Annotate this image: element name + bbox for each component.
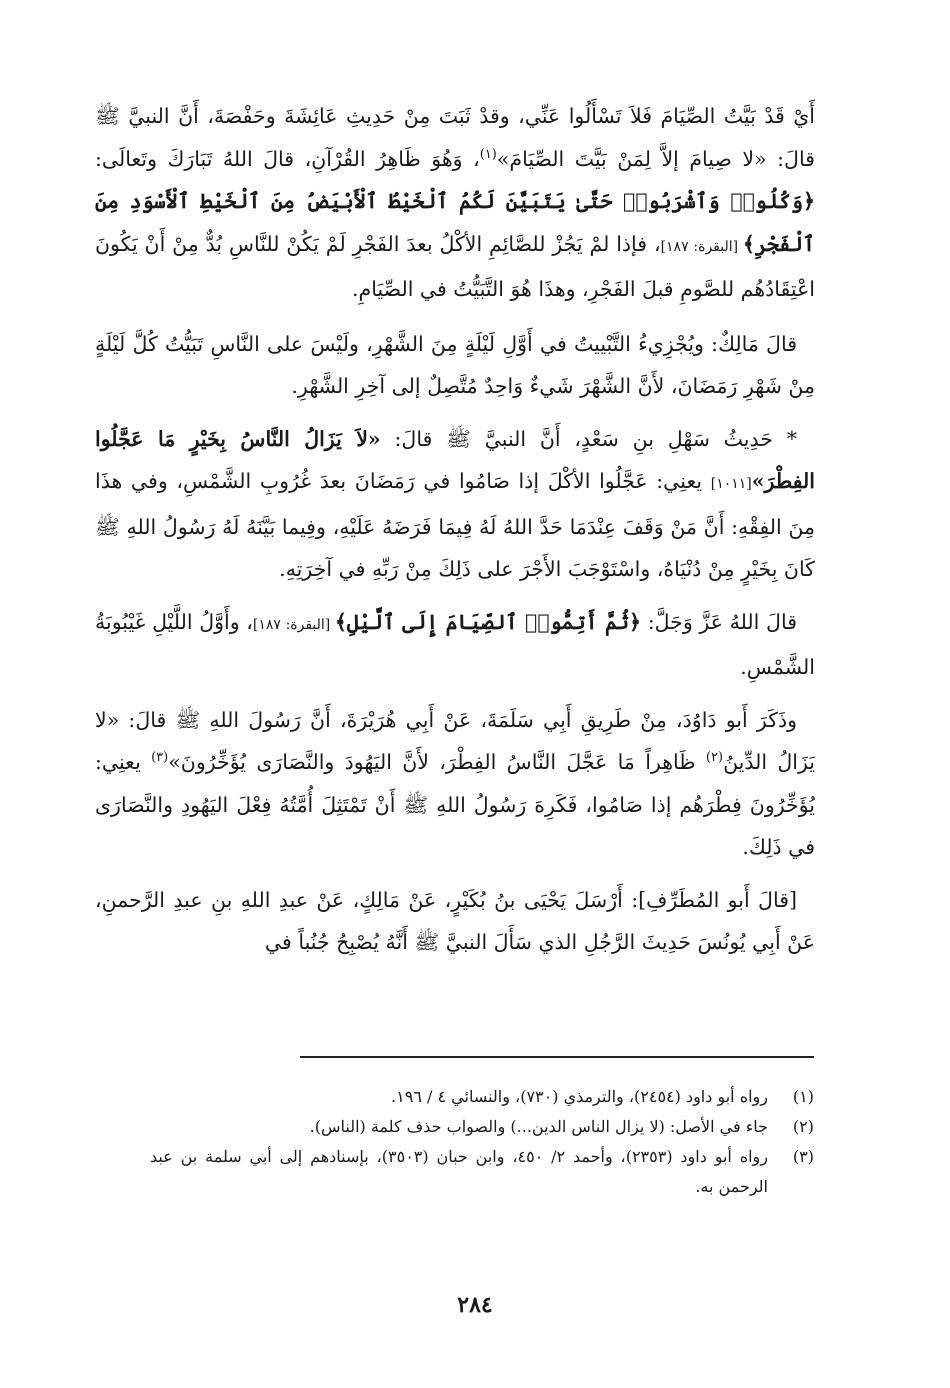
footnote-separator xyxy=(300,1056,814,1058)
text-segment: قالَ اللهُ عَزَّ وَجَلَّ: xyxy=(641,609,797,634)
paragraph-2 xyxy=(95,323,815,408)
text-segment: أَيْ قَدْ بَيَّتُ الصِّيَامَ فَلاَ تَسْأَلُوا عَنِّي، وقدْ ثَبَتَ مِنْ حَدِيثِ عَائِشَةَ وحَفْصَةَ، أَنَّ النبيَّ ﷺ قالَ: «لا صِيامَ إلاَّ لِمَنْ بَيَّتَ الصِّيَامَ» xyxy=(95,104,815,171)
footnote-text: رواه أبو داود (٢٣٥٣)، وأحمد ٢/ ٤٥٠، وابن حبان (٣٥٠٣)، بإسنادهم إلى أبي سلمة بن عبد الرحمن به. xyxy=(150,1147,768,1196)
ref-segment: [البقرة: ١٨٧] xyxy=(252,616,335,633)
verse-segment: ﴿ثُمَّ أَتِمُّوا۟ ٱلصِّيَامَ إِلَى ٱلَّيْلِ﴾ xyxy=(334,609,642,634)
fnmark-segment: (٣) xyxy=(151,750,169,766)
paragraph-6 xyxy=(95,879,815,964)
text-segment: قالَ مَالِكٌ: ويُجْزِيءُ التَّبْييتُ في أَوَّلِ لَيْلَةٍ مِنَ الشَّهْرِ، ولَيْسَ على النَّاسِ تَبَيُّتُ كُلَّ لَيْلَةٍ مِنْ شَهْرِ رَمَضَانَ، لأَنَّ الشَّهْرَ شَيءٌ وَاحِدٌ مُتَّصِلٌ إلى آخِرِ الشَّهْرِ. xyxy=(95,331,815,398)
paragraph-5 xyxy=(95,699,815,869)
footnotes xyxy=(150,1082,814,1202)
main-text xyxy=(95,95,815,974)
text-segment: * حَدِيثُ سَهْلِ بنِ سَعْدٍ، أَنَّ النبيَّ ﷺ قالَ: xyxy=(380,426,797,451)
fnmark-segment: (٢) xyxy=(705,750,724,766)
paragraph-3 xyxy=(95,418,815,591)
text-segment: وذَكَرَ أَبو دَاوُدَ، مِنْ طَرِيقِ أَبِي سَلَمَةَ، عَنْ أَبِي هُرَيْرَةَ، أَنَّ رَسُولَ اللهِ ﷺ قالَ: «لا يَزَالُ الدِّينُ xyxy=(95,707,815,774)
text-segment: ، فإذا لمْ يَجُزْ للصَّائِمِ الأكْلُ بعدَ الفَجْرِ لَمْ يَكُنْ للنَّاسِ بُدٌّ مِنْ أَنْ يَكُونَ اعْتِقَادُهُم للصَّومِ قبلَ الفَجْرِ، وهذَا هُوَ التَّبَيُّتُ في الصِّيَامِ. xyxy=(95,231,815,301)
paragraph-4 xyxy=(95,601,815,689)
footnote-2 xyxy=(150,1112,814,1142)
footnote-1 xyxy=(150,1082,814,1112)
text-segment: ظَاهِراً مَا عَجَّلَ النَّاسُ الفِطْرَ، لأَنَّ اليَهُودَ والنَّصَارَى يُؤَخِّرُونَ» xyxy=(168,750,706,774)
ref-segment: [١٠١١] xyxy=(710,476,752,492)
footnote-text: رواه أبو داود (٢٤٥٤)، والترمذي (٧٣٠)، والنسائي ٤ / ١٩٦. xyxy=(391,1087,768,1106)
page-number: ٢٨٤ xyxy=(457,1292,493,1318)
footnote-text: جاء في الأصل: (لا يزال الناس الدين...) والصواب حذف كلمة (الناس). xyxy=(309,1117,768,1136)
text-segment: يعنِي: عَجَّلُوا الأكْلَ إذا صَامُوا في رَمَضَانَ بعدَ غُرُوبِ الشَّمْسِ، وفي هذَا مِنَ الفِقْهِ: أَنَّ مَنْ وَقَفَ عِنْدَمَا حَدَّ اللهُ لَهُ فِيمَا فَرَضَهُ عَلَيْهِ، وفِيما بَيَّنَهُ لَهُ رَسُولُ اللهِ ﷺ كَانَ بِخَيْرٍ مِنْ دُنْيَاهُ، واسْتَوْجَبَ الأَجْرَ على ذَلِكَ مِنْ رَبِّهِ في آخِرَتِهِ. xyxy=(95,469,815,581)
ref-segment: [البقرة: ١٨٧] xyxy=(660,238,743,255)
fnmark-segment: (١) xyxy=(479,146,497,162)
verse-segment: «لاَ يَزَالُ النَّاسُ بِخَيْرٍ مَا عَجَّلُوا الفِطْرَ» xyxy=(95,426,815,493)
paragraph-1 xyxy=(95,95,815,311)
footnote-number: (٢) xyxy=(792,1117,814,1136)
text-segment: [قالَ أَبو المُطَرِّفِ]: أَرْسَلَ يَحْيَى بنُ بُكَيْرٍ، عَنْ مَالِكٍ، عَنْ عبدِ اللهِ بنِ عبدِ الرَّحمنِ، عَنْ أَبِي يُونُسَ حَدِيثَ الرَّجُلِ الذي سَأَلَ النبيَّ ﷺ أَنَّهُ يُصْبِحُ جُنُباً في xyxy=(95,887,815,954)
verse-segment: ﴿وَكُلُوا۟ وَٱشْرَبُوا۟ حَتَّىٰ يَتَبَيَّنَ لَكُمُ ٱلْخَيْطُ ٱلْأَبْيَضُ مِنَ ٱلْخَيْطِ ٱلْأَسْوَدِ مِنَ ٱلْفَجْرِ﴾ xyxy=(95,189,815,256)
text-segment: ، وَهُوَ ظَاهِرُ القُرْآنِ، قالَ اللهُ تَبَارَكَ وتَعالَى: xyxy=(95,146,480,171)
footnote-3 xyxy=(150,1142,814,1202)
footnote-number: (٣) xyxy=(792,1147,814,1166)
footnote-number: (١) xyxy=(792,1087,814,1106)
text-segment: يعنِي: يُؤَخِّرُونَ فِطْرَهُم إذا صَامُوا، فَكَرِهَ رَسُولُ اللهِ ﷺ أَنْ تَمْتَثِلَ أُمَّتُهُ فِعْلَ اليَهُودِ والنَّصَارَى في ذَلِكَ. xyxy=(95,750,815,859)
text-segment: ، وأَوَّلُ اللَّيْلِ غَيْبُوبَةُ الشَّمْسِ. xyxy=(95,609,815,679)
